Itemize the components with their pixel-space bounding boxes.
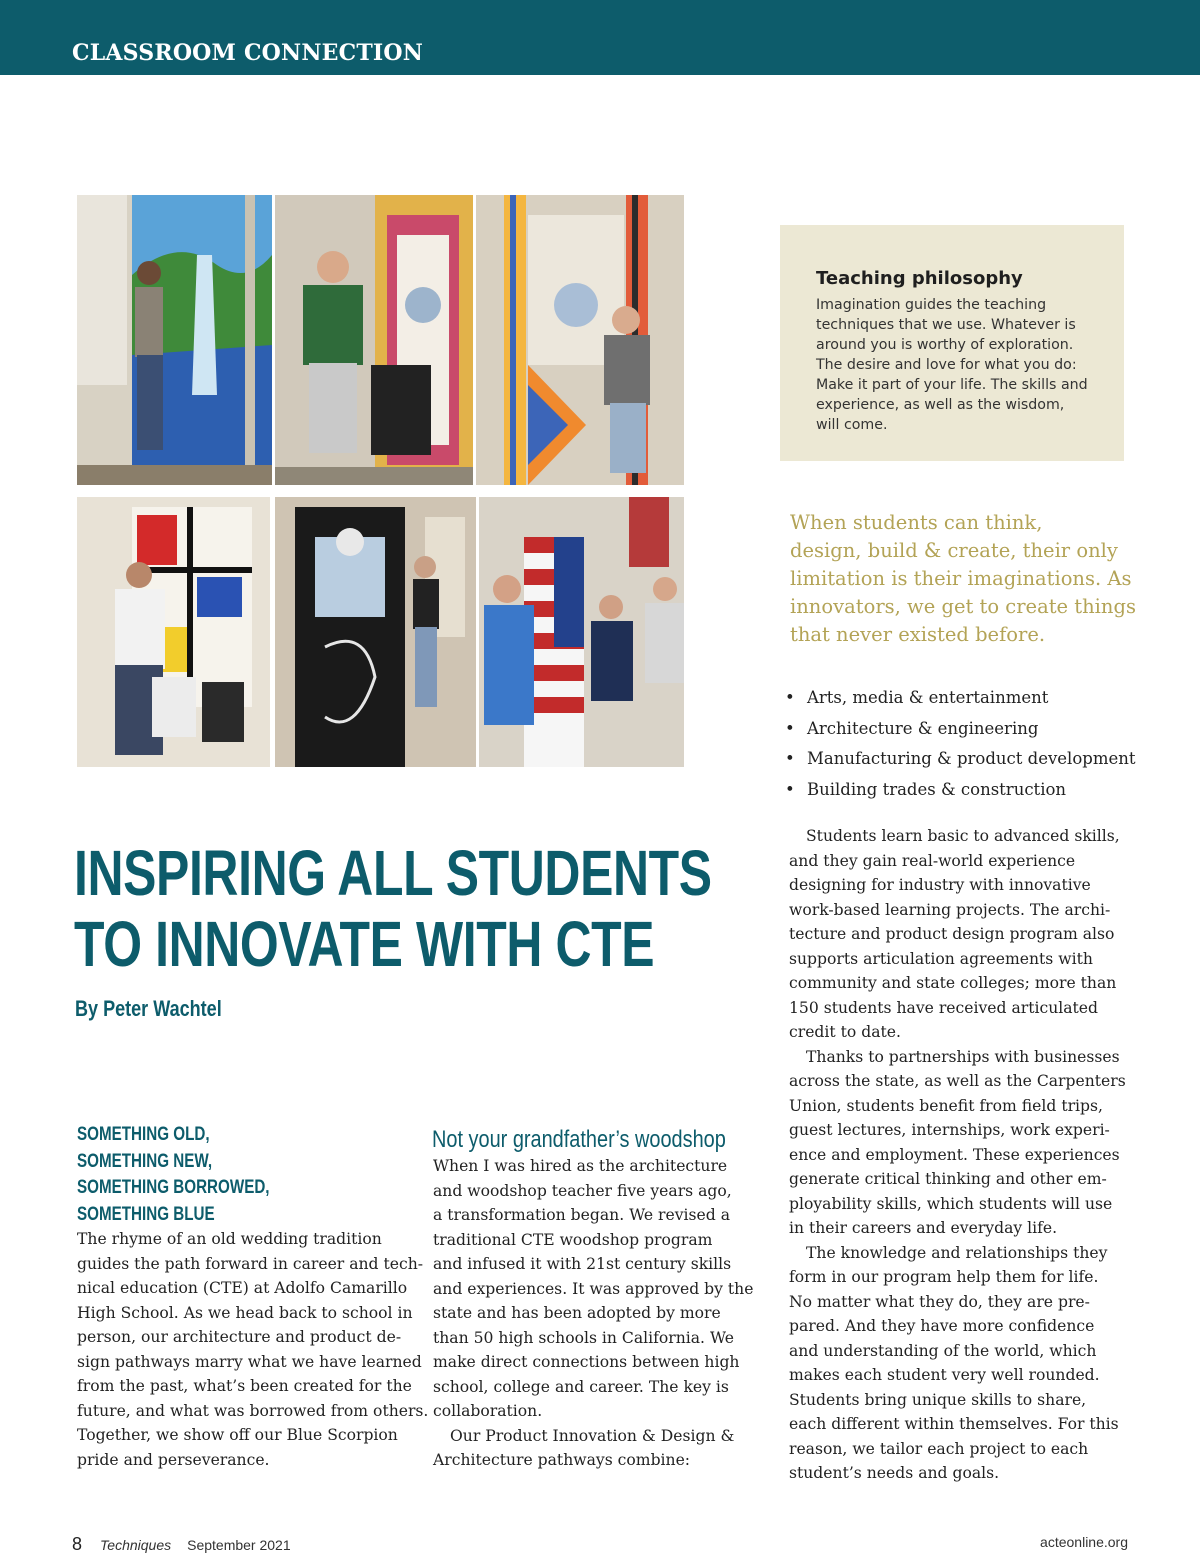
body-column-1 (77, 1227, 429, 1472)
sidebar-body (816, 295, 1104, 435)
body-line: and experiences. It was approved by the (433, 1279, 754, 1298)
body-line: Union, students benefit from field trips, (789, 1096, 1103, 1115)
body-line: and understanding of the world, which (789, 1341, 1097, 1360)
body-line: ployability skills, which students will use (789, 1194, 1113, 1213)
body-line: state and has been adopted by more (433, 1304, 721, 1322)
publication-name: Techniques (100, 1537, 172, 1553)
sidebar-line: around you is worthy of exploration. (816, 337, 1074, 353)
subhead-line: SOMETHING NEW, (77, 1150, 213, 1172)
body-line: school, college and career. The key is (433, 1377, 729, 1396)
subhead-line: SOMETHING BLUE (77, 1203, 215, 1225)
body-column-2 (433, 1154, 768, 1473)
pull-quote (790, 509, 1136, 649)
body-column-3 (789, 824, 1134, 1486)
section-label: CLASSROOM CONNECTION (72, 40, 424, 66)
bullet-item (785, 747, 1136, 778)
sidebar-line: will come. (816, 417, 888, 433)
body-line: Together, we show off our Blue Scorpion (77, 1426, 398, 1444)
body-line: Thanks to partnerships with businesses (806, 1047, 1120, 1066)
page-footer-left (72, 1534, 291, 1555)
body-line: than 50 high schools in California. We (433, 1328, 734, 1347)
teaching-philosophy-box (780, 225, 1124, 461)
pull-quote-line: When students can think, (790, 511, 1043, 534)
bullet-text: Building trades & construction (807, 779, 1067, 799)
pull-quote-line: limitation is their imaginations. As (790, 567, 1132, 590)
sidebar-line: Imagination guides the teaching (816, 297, 1047, 313)
body-line: ence and employment. These experiences (789, 1145, 1120, 1164)
pull-quote-line: design, build & create, their only (790, 539, 1118, 562)
photo-mondrian-door (77, 497, 270, 767)
body-line: The rhyme of an old wedding tradition (77, 1230, 382, 1248)
body-line: work-based learning projects. The archi- (789, 900, 1111, 919)
body-line: form in our program help them for life. (789, 1268, 1099, 1286)
body-line: traditional CTE woodshop program (433, 1230, 713, 1249)
pull-quote-line: innovators, we get to create things (790, 595, 1136, 618)
bullet-item (785, 778, 1136, 809)
bullet-text: Architecture & engineering (807, 718, 1039, 738)
body-line: generate critical thinking and other em- (789, 1170, 1107, 1188)
body-line: designing for industry with innovative (789, 876, 1091, 894)
body-line: pride and perseverance. (77, 1450, 270, 1469)
body-line: and woodshop teacher five years ago, (433, 1181, 732, 1200)
body-line: person, our architecture and product de- (77, 1328, 402, 1346)
body-line: from the past, what’s been created for the (77, 1377, 412, 1395)
bullet-item (785, 686, 1136, 717)
body-line: each different within themselves. For this (789, 1415, 1119, 1433)
body-line: Our Product Innovation & Design & (450, 1426, 735, 1445)
body-line: 150 students have received articulated (789, 998, 1098, 1017)
body-line: student’s needs and goals. (789, 1464, 1000, 1482)
photo-black-door (275, 497, 476, 767)
bullet-icon: • (785, 718, 795, 738)
sidebar-title: Teaching philosophy (816, 268, 1023, 289)
sidebar-line: techniques that we use. Whatever is (816, 317, 1076, 333)
body-line: future, and what was borrowed from others. (77, 1401, 429, 1420)
subhead-something-old (77, 1122, 270, 1228)
body-line: The knowledge and relationships they (806, 1243, 1108, 1262)
body-line: supports articulation agreements with (789, 949, 1093, 968)
bullet-text: Manufacturing & product development (807, 749, 1136, 768)
body-line: When I was hired as the architecture (433, 1157, 728, 1175)
body-line: and infused it with 21st century skills (433, 1255, 732, 1273)
subhead-line: SOMETHING OLD, (77, 1124, 210, 1145)
sidebar-line: The desire and love for what you do: (816, 357, 1077, 373)
byline: By Peter Wachtel (75, 996, 222, 1021)
website-link[interactable]: acteonline.org (1040, 1534, 1128, 1550)
body-line: makes each student very well rounded. (789, 1366, 1100, 1384)
body-line: No matter what they do, they are pre- (789, 1292, 1090, 1311)
photo-student-green-shirt (275, 195, 473, 485)
section-header-bar (0, 0, 1200, 75)
subhead-woodshop: Not your grandfather’s woodshop (432, 1126, 726, 1153)
photo-waterfall-door (77, 195, 272, 485)
body-line: collaboration. (433, 1402, 543, 1420)
body-line: make direct connections between high (433, 1353, 740, 1371)
article-title (74, 838, 712, 980)
body-line: community and state colleges; more than (789, 974, 1117, 992)
body-line: guest lectures, internships, work experi- (789, 1121, 1110, 1139)
body-line: sign pathways marry what we have learned (77, 1352, 422, 1371)
body-line: credit to date. (789, 1023, 901, 1041)
sidebar-line: Make it part of your life. The skills and (816, 377, 1088, 393)
body-line: High School. As we head back to school in (77, 1303, 413, 1322)
body-line: and they gain real-world experience (789, 851, 1076, 870)
bullet-icon: • (785, 749, 795, 768)
body-line: across the state, as well as the Carpenters (789, 1072, 1126, 1090)
body-line: Students learn basic to advanced skills, (806, 827, 1120, 845)
article-title-line: INSPIRING ALL STUDENTS (74, 837, 712, 909)
bullet-item (785, 717, 1136, 748)
sidebar-line: experience, as well as the wisdom, (816, 397, 1065, 413)
subhead-line: SOMETHING BORROWED, (77, 1177, 270, 1198)
bullet-icon: • (785, 688, 795, 707)
issue-date: September 2021 (187, 1537, 291, 1553)
bullet-icon: • (785, 779, 795, 799)
body-line: Architecture pathways combine: (433, 1451, 691, 1469)
body-line: nical education (CTE) at Adolfo Camarillo (77, 1279, 408, 1297)
body-line: Students bring unique skills to share, (789, 1390, 1087, 1409)
body-line: pared. And they have more confidence (789, 1317, 1095, 1335)
photo-chevron-door (476, 195, 684, 485)
pathway-bullet-list (785, 686, 1136, 808)
body-line: a transformation began. We revised a (433, 1206, 730, 1224)
article-title-line: TO INNOVATE WITH CTE (74, 908, 655, 980)
body-line: reason, we tailor each project to each (789, 1439, 1089, 1458)
photo-flag-door (479, 497, 684, 767)
body-line: in their careers and everyday life. (789, 1219, 1058, 1237)
body-line: tecture and product design program also (789, 925, 1115, 943)
page-number: 8 (72, 1534, 83, 1554)
body-line: guides the path forward in career and tech- (77, 1254, 424, 1273)
bullet-text: Arts, media & entertainment (807, 688, 1049, 707)
pull-quote-line: that never existed before. (790, 623, 1046, 646)
